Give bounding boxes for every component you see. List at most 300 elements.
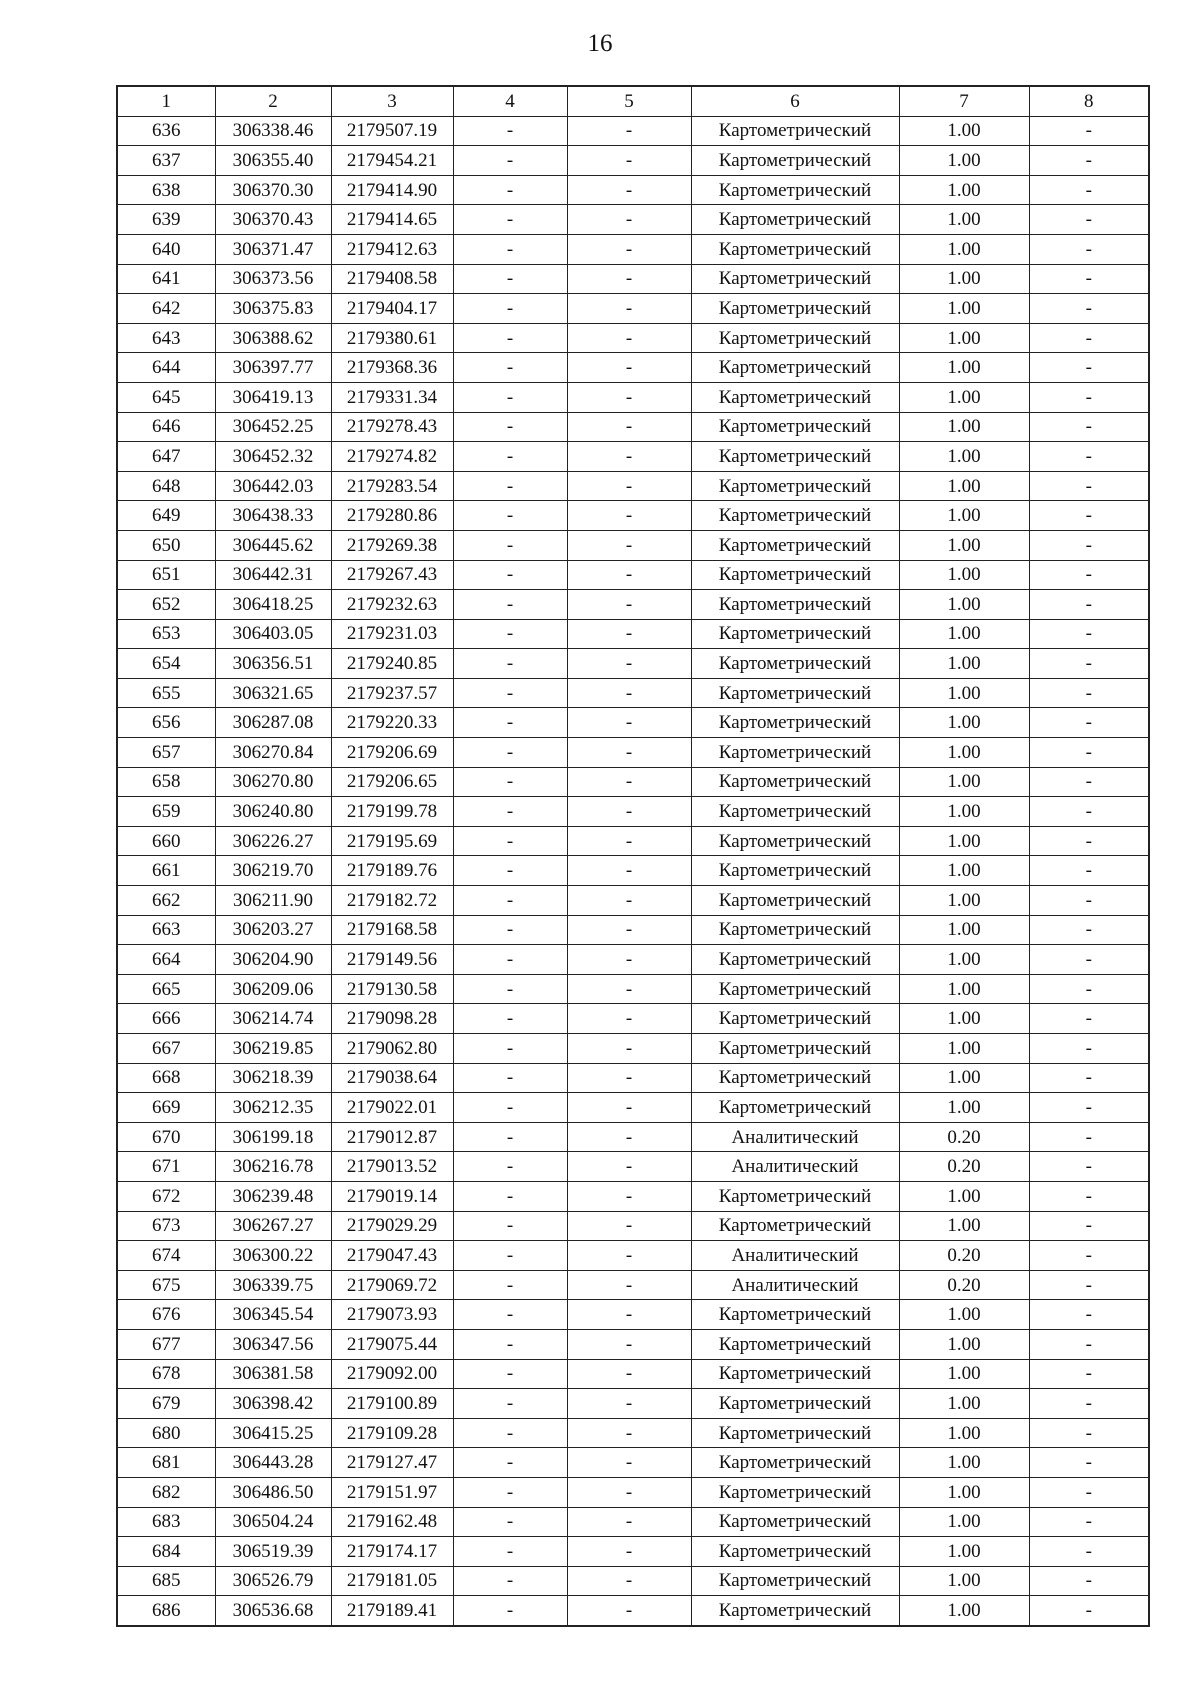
x-coordinate-cell: 306415.25 — [215, 1418, 331, 1448]
col8-cell: - — [1029, 767, 1149, 797]
col4-cell: - — [453, 915, 567, 945]
y-coordinate-cell: 2179022.01 — [331, 1093, 453, 1123]
col8-cell: - — [1029, 974, 1149, 1004]
point-number-cell: 637 — [117, 146, 215, 176]
col4-cell: - — [453, 590, 567, 620]
y-coordinate-cell: 2179029.29 — [331, 1211, 453, 1241]
y-coordinate-cell: 2179232.63 — [331, 590, 453, 620]
col5-cell: - — [567, 116, 691, 146]
method-cell: Аналитический — [691, 1270, 899, 1300]
x-coordinate-cell: 306355.40 — [215, 146, 331, 176]
table-row — [117, 1034, 1149, 1064]
x-coordinate-cell: 306204.90 — [215, 945, 331, 975]
point-number-cell: 668 — [117, 1063, 215, 1093]
table-row — [117, 323, 1149, 353]
table-row — [117, 1418, 1149, 1448]
point-number-cell: 655 — [117, 678, 215, 708]
point-number-cell: 673 — [117, 1211, 215, 1241]
point-number-cell: 667 — [117, 1034, 215, 1064]
x-coordinate-cell: 306445.62 — [215, 530, 331, 560]
point-number-cell: 649 — [117, 501, 215, 531]
col5-cell: - — [567, 146, 691, 176]
col4-cell: - — [453, 205, 567, 235]
col4-cell: - — [453, 1270, 567, 1300]
x-coordinate-cell: 306486.50 — [215, 1477, 331, 1507]
accuracy-cell: 1.00 — [899, 708, 1029, 738]
accuracy-cell: 0.20 — [899, 1152, 1029, 1182]
col4-cell: - — [453, 1034, 567, 1064]
col4-cell: - — [453, 116, 567, 146]
method-cell: Картометрический — [691, 1596, 899, 1626]
x-coordinate-cell: 306347.56 — [215, 1329, 331, 1359]
y-coordinate-cell: 2179168.58 — [331, 915, 453, 945]
point-number-cell: 682 — [117, 1477, 215, 1507]
method-cell: Картометрический — [691, 175, 899, 205]
x-coordinate-cell: 306345.54 — [215, 1300, 331, 1330]
col8-cell: - — [1029, 530, 1149, 560]
col5-cell: - — [567, 1448, 691, 1478]
col4-cell: - — [453, 767, 567, 797]
x-coordinate-cell: 306452.32 — [215, 442, 331, 472]
col8-cell: - — [1029, 1537, 1149, 1567]
point-number-cell: 671 — [117, 1152, 215, 1182]
col5-cell: - — [567, 1300, 691, 1330]
x-coordinate-cell: 306397.77 — [215, 353, 331, 383]
col8-cell: - — [1029, 886, 1149, 916]
point-number-cell: 680 — [117, 1418, 215, 1448]
col5-cell: - — [567, 1507, 691, 1537]
col4-cell: - — [453, 264, 567, 294]
accuracy-cell: 1.00 — [899, 619, 1029, 649]
point-number-cell: 663 — [117, 915, 215, 945]
point-number-cell: 642 — [117, 294, 215, 324]
table-row — [117, 1270, 1149, 1300]
accuracy-cell: 1.00 — [899, 294, 1029, 324]
accuracy-cell: 1.00 — [899, 353, 1029, 383]
accuracy-cell: 1.00 — [899, 590, 1029, 620]
x-coordinate-cell: 306270.80 — [215, 767, 331, 797]
accuracy-cell: 1.00 — [899, 1034, 1029, 1064]
x-coordinate-cell: 306526.79 — [215, 1566, 331, 1596]
table-row — [117, 501, 1149, 531]
table-row — [117, 619, 1149, 649]
col4-cell: - — [453, 619, 567, 649]
method-cell: Картометрический — [691, 767, 899, 797]
accuracy-cell: 0.20 — [899, 1270, 1029, 1300]
col5-cell: - — [567, 1418, 691, 1448]
table-row — [117, 856, 1149, 886]
point-number-cell: 683 — [117, 1507, 215, 1537]
y-coordinate-cell: 2179162.48 — [331, 1507, 453, 1537]
col5-cell: - — [567, 353, 691, 383]
y-coordinate-cell: 2179237.57 — [331, 678, 453, 708]
accuracy-cell: 1.00 — [899, 1211, 1029, 1241]
accuracy-cell: 1.00 — [899, 116, 1029, 146]
col5-cell: - — [567, 1004, 691, 1034]
col4-cell: - — [453, 234, 567, 264]
y-coordinate-cell: 2179062.80 — [331, 1034, 453, 1064]
point-number-cell: 652 — [117, 590, 215, 620]
col4-cell: - — [453, 1448, 567, 1478]
table-row — [117, 116, 1149, 146]
method-cell: Картометрический — [691, 1566, 899, 1596]
accuracy-cell: 1.00 — [899, 323, 1029, 353]
col4-cell: - — [453, 442, 567, 472]
x-coordinate-cell: 306356.51 — [215, 649, 331, 679]
col5-cell: - — [567, 1537, 691, 1567]
y-coordinate-cell: 2179454.21 — [331, 146, 453, 176]
method-cell: Картометрический — [691, 1448, 899, 1478]
table-row — [117, 1596, 1149, 1626]
y-coordinate-cell: 2179098.28 — [331, 1004, 453, 1034]
col4-cell: - — [453, 886, 567, 916]
col8-cell: - — [1029, 1004, 1149, 1034]
method-cell: Картометрический — [691, 1034, 899, 1064]
y-coordinate-cell: 2179231.03 — [331, 619, 453, 649]
table-row — [117, 353, 1149, 383]
method-cell: Картометрический — [691, 649, 899, 679]
col8-cell: - — [1029, 1063, 1149, 1093]
x-coordinate-cell: 306370.43 — [215, 205, 331, 235]
point-number-cell: 641 — [117, 264, 215, 294]
y-coordinate-cell: 2179127.47 — [331, 1448, 453, 1478]
col8-cell: - — [1029, 738, 1149, 768]
point-number-cell: 643 — [117, 323, 215, 353]
accuracy-cell: 1.00 — [899, 649, 1029, 679]
table-row — [117, 590, 1149, 620]
accuracy-cell: 1.00 — [899, 945, 1029, 975]
point-number-cell: 661 — [117, 856, 215, 886]
point-number-cell: 638 — [117, 175, 215, 205]
x-coordinate-cell: 306214.74 — [215, 1004, 331, 1034]
col5-cell: - — [567, 175, 691, 205]
table-row — [117, 1359, 1149, 1389]
col5-cell: - — [567, 294, 691, 324]
y-coordinate-cell: 2179181.05 — [331, 1566, 453, 1596]
col8-cell: - — [1029, 1300, 1149, 1330]
col8-cell: - — [1029, 264, 1149, 294]
point-number-cell: 639 — [117, 205, 215, 235]
point-number-cell: 651 — [117, 560, 215, 590]
accuracy-cell: 1.00 — [899, 560, 1029, 590]
point-number-cell: 650 — [117, 530, 215, 560]
table-row — [117, 412, 1149, 442]
x-coordinate-cell: 306338.46 — [215, 116, 331, 146]
method-cell: Картометрический — [691, 708, 899, 738]
col8-cell: - — [1029, 471, 1149, 501]
table-header-row — [117, 86, 1149, 116]
col5-cell: - — [567, 974, 691, 1004]
col5-cell: - — [567, 1389, 691, 1419]
col8-cell: - — [1029, 1122, 1149, 1152]
col4-cell: - — [453, 1477, 567, 1507]
col5-cell: - — [567, 915, 691, 945]
method-cell: Картометрический — [691, 382, 899, 412]
table-row — [117, 175, 1149, 205]
col5-cell: - — [567, 797, 691, 827]
col4-cell: - — [453, 146, 567, 176]
col4-cell: - — [453, 945, 567, 975]
col4-cell: - — [453, 1300, 567, 1330]
table-row — [117, 1537, 1149, 1567]
method-cell: Картометрический — [691, 294, 899, 324]
table-row — [117, 205, 1149, 235]
point-number-cell: 660 — [117, 826, 215, 856]
method-cell: Картометрический — [691, 1418, 899, 1448]
col5-cell: - — [567, 530, 691, 560]
accuracy-cell: 1.00 — [899, 1300, 1029, 1330]
col8-cell: - — [1029, 116, 1149, 146]
col4-cell: - — [453, 1537, 567, 1567]
x-coordinate-cell: 306519.39 — [215, 1537, 331, 1567]
col5-cell: - — [567, 826, 691, 856]
accuracy-cell: 0.20 — [899, 1241, 1029, 1271]
x-coordinate-cell: 306452.25 — [215, 412, 331, 442]
col4-cell: - — [453, 797, 567, 827]
column-header: 8 — [1029, 86, 1149, 116]
method-cell: Картометрический — [691, 264, 899, 294]
accuracy-cell: 1.00 — [899, 234, 1029, 264]
col5-cell: - — [567, 1093, 691, 1123]
y-coordinate-cell: 2179109.28 — [331, 1418, 453, 1448]
col8-cell: - — [1029, 590, 1149, 620]
x-coordinate-cell: 306287.08 — [215, 708, 331, 738]
column-header: 2 — [215, 86, 331, 116]
accuracy-cell: 1.00 — [899, 1063, 1029, 1093]
accuracy-cell: 1.00 — [899, 1359, 1029, 1389]
point-number-cell: 675 — [117, 1270, 215, 1300]
column-header: 4 — [453, 86, 567, 116]
accuracy-cell: 1.00 — [899, 797, 1029, 827]
table-row — [117, 264, 1149, 294]
col8-cell: - — [1029, 1389, 1149, 1419]
col4-cell: - — [453, 1241, 567, 1271]
accuracy-cell: 1.00 — [899, 1329, 1029, 1359]
col4-cell: - — [453, 1418, 567, 1448]
col4-cell: - — [453, 1152, 567, 1182]
y-coordinate-cell: 2179331.34 — [331, 382, 453, 412]
col5-cell: - — [567, 1152, 691, 1182]
point-number-cell: 674 — [117, 1241, 215, 1271]
table-row — [117, 442, 1149, 472]
y-coordinate-cell: 2179069.72 — [331, 1270, 453, 1300]
col4-cell: - — [453, 1596, 567, 1626]
accuracy-cell: 1.00 — [899, 530, 1029, 560]
accuracy-cell: 1.00 — [899, 1507, 1029, 1537]
method-cell: Аналитический — [691, 1152, 899, 1182]
y-coordinate-cell: 2179240.85 — [331, 649, 453, 679]
col4-cell: - — [453, 974, 567, 1004]
point-number-cell: 666 — [117, 1004, 215, 1034]
method-cell: Картометрический — [691, 530, 899, 560]
x-coordinate-cell: 306375.83 — [215, 294, 331, 324]
method-cell: Картометрический — [691, 1537, 899, 1567]
method-cell: Картометрический — [691, 412, 899, 442]
col8-cell: - — [1029, 1477, 1149, 1507]
col8-cell: - — [1029, 146, 1149, 176]
table-row — [117, 234, 1149, 264]
col8-cell: - — [1029, 234, 1149, 264]
x-coordinate-cell: 306209.06 — [215, 974, 331, 1004]
method-cell: Картометрический — [691, 1300, 899, 1330]
col5-cell: - — [567, 412, 691, 442]
table-row — [117, 1389, 1149, 1419]
accuracy-cell: 1.00 — [899, 1448, 1029, 1478]
table-row — [117, 797, 1149, 827]
x-coordinate-cell: 306321.65 — [215, 678, 331, 708]
table-row — [117, 738, 1149, 768]
y-coordinate-cell: 2179195.69 — [331, 826, 453, 856]
y-coordinate-cell: 2179278.43 — [331, 412, 453, 442]
col4-cell: - — [453, 471, 567, 501]
accuracy-cell: 1.00 — [899, 1418, 1029, 1448]
point-number-cell: 677 — [117, 1329, 215, 1359]
col8-cell: - — [1029, 945, 1149, 975]
table-row — [117, 1507, 1149, 1537]
y-coordinate-cell: 2179414.65 — [331, 205, 453, 235]
col4-cell: - — [453, 1359, 567, 1389]
col5-cell: - — [567, 501, 691, 531]
x-coordinate-cell: 306388.62 — [215, 323, 331, 353]
method-cell: Картометрический — [691, 323, 899, 353]
col8-cell: - — [1029, 1181, 1149, 1211]
method-cell: Картометрический — [691, 560, 899, 590]
accuracy-cell: 1.00 — [899, 205, 1029, 235]
accuracy-cell: 1.00 — [899, 915, 1029, 945]
col8-cell: - — [1029, 1596, 1149, 1626]
method-cell: Картометрический — [691, 1211, 899, 1241]
x-coordinate-cell: 306339.75 — [215, 1270, 331, 1300]
method-cell: Картометрический — [691, 945, 899, 975]
method-cell: Картометрический — [691, 1389, 899, 1419]
table-row — [117, 915, 1149, 945]
col4-cell: - — [453, 175, 567, 205]
point-number-cell: 684 — [117, 1537, 215, 1567]
x-coordinate-cell: 306211.90 — [215, 886, 331, 916]
x-coordinate-cell: 306403.05 — [215, 619, 331, 649]
x-coordinate-cell: 306442.03 — [215, 471, 331, 501]
col5-cell: - — [567, 205, 691, 235]
table-row — [117, 1093, 1149, 1123]
col8-cell: - — [1029, 560, 1149, 590]
method-cell: Картометрический — [691, 1093, 899, 1123]
col5-cell: - — [567, 471, 691, 501]
col5-cell: - — [567, 767, 691, 797]
x-coordinate-cell: 306418.25 — [215, 590, 331, 620]
table-row — [117, 1329, 1149, 1359]
x-coordinate-cell: 306419.13 — [215, 382, 331, 412]
table-row — [117, 471, 1149, 501]
column-header: 1 — [117, 86, 215, 116]
col5-cell: - — [567, 619, 691, 649]
table-row — [117, 1566, 1149, 1596]
col8-cell: - — [1029, 205, 1149, 235]
y-coordinate-cell: 2179012.87 — [331, 1122, 453, 1152]
col5-cell: - — [567, 649, 691, 679]
y-coordinate-cell: 2179283.54 — [331, 471, 453, 501]
accuracy-cell: 1.00 — [899, 412, 1029, 442]
x-coordinate-cell: 306536.68 — [215, 1596, 331, 1626]
table-row — [117, 530, 1149, 560]
x-coordinate-cell: 306218.39 — [215, 1063, 331, 1093]
col4-cell: - — [453, 738, 567, 768]
point-number-cell: 676 — [117, 1300, 215, 1330]
col8-cell: - — [1029, 1448, 1149, 1478]
method-cell: Картометрический — [691, 826, 899, 856]
method-cell: Картометрический — [691, 116, 899, 146]
x-coordinate-cell: 306504.24 — [215, 1507, 331, 1537]
col8-cell: - — [1029, 1418, 1149, 1448]
accuracy-cell: 1.00 — [899, 175, 1029, 205]
col5-cell: - — [567, 886, 691, 916]
col8-cell: - — [1029, 1507, 1149, 1537]
page-number: 16 — [587, 30, 613, 57]
point-number-cell: 664 — [117, 945, 215, 975]
accuracy-cell: 1.00 — [899, 146, 1029, 176]
point-number-cell: 647 — [117, 442, 215, 472]
y-coordinate-cell: 2179038.64 — [331, 1063, 453, 1093]
col8-cell: - — [1029, 175, 1149, 205]
col5-cell: - — [567, 1477, 691, 1507]
table-body — [117, 116, 1149, 1626]
accuracy-cell: 1.00 — [899, 886, 1029, 916]
table-row — [117, 945, 1149, 975]
table-row — [117, 1122, 1149, 1152]
accuracy-cell: 1.00 — [899, 382, 1029, 412]
y-coordinate-cell: 2179182.72 — [331, 886, 453, 916]
y-coordinate-cell: 2179100.89 — [331, 1389, 453, 1419]
col5-cell: - — [567, 234, 691, 264]
col8-cell: - — [1029, 1211, 1149, 1241]
y-coordinate-cell: 2179220.33 — [331, 708, 453, 738]
y-coordinate-cell: 2179073.93 — [331, 1300, 453, 1330]
accuracy-cell: 1.00 — [899, 856, 1029, 886]
x-coordinate-cell: 306443.28 — [215, 1448, 331, 1478]
point-number-cell: 679 — [117, 1389, 215, 1419]
y-coordinate-cell: 2179199.78 — [331, 797, 453, 827]
y-coordinate-cell: 2179013.52 — [331, 1152, 453, 1182]
point-number-cell: 654 — [117, 649, 215, 679]
x-coordinate-cell: 306216.78 — [215, 1152, 331, 1182]
col5-cell: - — [567, 442, 691, 472]
col8-cell: - — [1029, 1566, 1149, 1596]
col8-cell: - — [1029, 442, 1149, 472]
table-row — [117, 1300, 1149, 1330]
x-coordinate-cell: 306212.35 — [215, 1093, 331, 1123]
method-cell: Картометрический — [691, 1329, 899, 1359]
col8-cell: - — [1029, 678, 1149, 708]
col8-cell: - — [1029, 826, 1149, 856]
table-row — [117, 886, 1149, 916]
x-coordinate-cell: 306438.33 — [215, 501, 331, 531]
method-cell: Картометрический — [691, 471, 899, 501]
y-coordinate-cell: 2179092.00 — [331, 1359, 453, 1389]
col5-cell: - — [567, 856, 691, 886]
point-number-cell: 672 — [117, 1181, 215, 1211]
col4-cell: - — [453, 1566, 567, 1596]
y-coordinate-cell: 2179269.38 — [331, 530, 453, 560]
y-coordinate-cell: 2179174.17 — [331, 1537, 453, 1567]
y-coordinate-cell: 2179206.65 — [331, 767, 453, 797]
col8-cell: - — [1029, 1093, 1149, 1123]
col8-cell: - — [1029, 797, 1149, 827]
method-cell: Аналитический — [691, 1241, 899, 1271]
coordinates-table — [116, 85, 1150, 1627]
accuracy-cell: 1.00 — [899, 1181, 1029, 1211]
col5-cell: - — [567, 708, 691, 738]
method-cell: Картометрический — [691, 856, 899, 886]
col5-cell: - — [567, 1270, 691, 1300]
